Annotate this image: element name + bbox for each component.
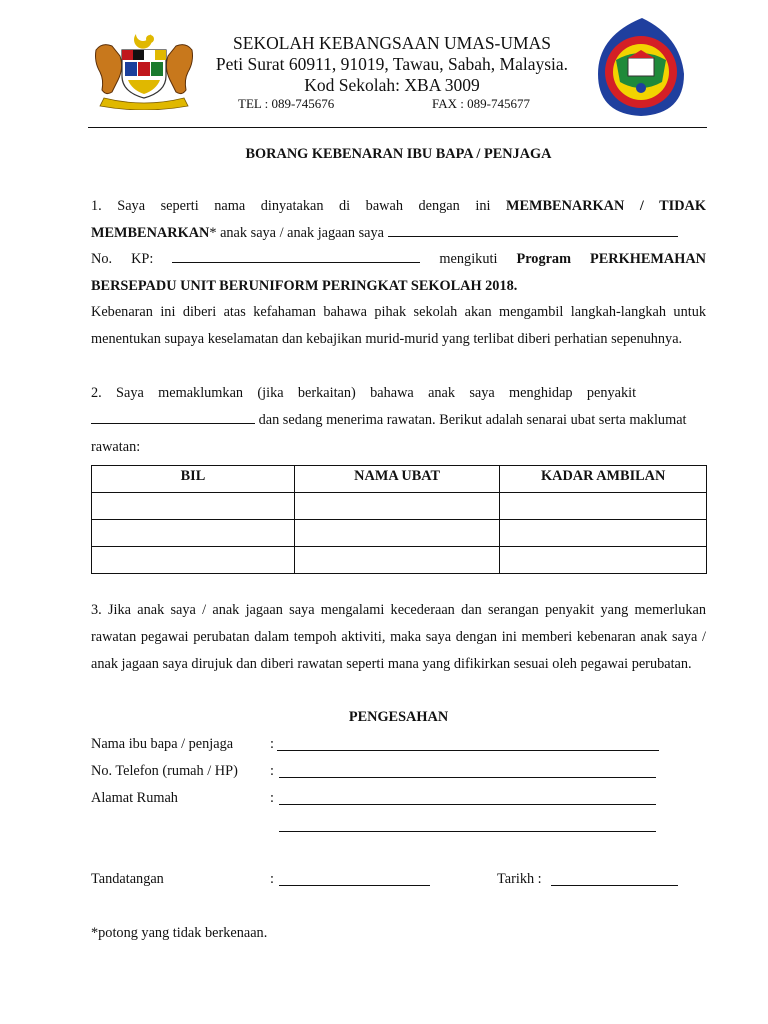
school-address: Peti Surat 60911, 91019, Tawau, Sabah, Malaysia. <box>215 54 569 74</box>
section3-paragraph: 3. Jika anak saya / anak jagaan saya mengalami kecederaan dan serangan penyakit yang memerlukan rawatan pegawai perubatan dalam tempoh aktiviti, maka saya dengan ini memberi kebenaran anak saya / anak jagaan saya dirujuk dan diberi rawatan seperti mana yang difikirkan sesuai oleh pegawai perubatan. <box>91 602 706 672</box>
table-cell[interactable] <box>500 493 707 520</box>
table-cell[interactable] <box>294 493 499 520</box>
table-row <box>92 547 707 574</box>
section1-line2: MEMBENARKAN* anak saya / anak jagaan saya <box>91 220 706 247</box>
school-name: SEKOLAH KEBANGSAAN UMAS-UMAS <box>233 33 551 53</box>
ic-number-field[interactable] <box>172 250 420 263</box>
col-nama-ubat: NAMA UBAT <box>294 466 499 493</box>
signature-field[interactable] <box>279 872 430 886</box>
signature-label: Tandatangan <box>91 871 164 887</box>
verification-heading: PENGESAHAN <box>348 709 449 725</box>
fax-number: FAX : 089-745677 <box>432 96 530 111</box>
footnote: *potong yang tidak berkenaan. <box>91 925 268 941</box>
section1-line1: 1. Saya seperti nama dinyatakan di bawah dengan ini MEMBENARKAN / TIDAK <box>91 198 706 214</box>
colon: : <box>270 871 274 887</box>
header-divider <box>88 127 707 128</box>
illness-field[interactable] <box>91 411 255 424</box>
table-header-row <box>92 466 707 493</box>
table-cell[interactable] <box>500 547 707 574</box>
colon: : <box>270 763 274 779</box>
section2-line3: rawatan: <box>91 439 141 455</box>
table-cell[interactable] <box>500 520 707 547</box>
table-row <box>92 520 707 547</box>
section1-paragraph: Kebenaran ini diberi atas kefahaman bahawa pihak sekolah akan mengambil langkah-langkah untuk menentukan supaya keselamatan dan kebajikan murid-murid yang terlibat diberi perhatian sepenuhnya. <box>91 304 706 347</box>
address-field-line1[interactable] <box>279 791 656 805</box>
parent-name-field[interactable] <box>277 737 659 751</box>
date-field[interactable] <box>551 872 678 886</box>
table-cell[interactable] <box>92 520 295 547</box>
section2-line2: dan sedang menerima rawatan. Berikut adalah senarai ubat serta maklumat <box>91 407 706 434</box>
school-code: Kod Sekolah: XBA 3009 <box>304 75 480 95</box>
table-row <box>92 493 707 520</box>
program-name: BERSEPADU UNIT BERUNIFORM PERINGKAT SEKOLAH 2018. <box>91 278 518 294</box>
medication-table <box>91 465 707 574</box>
col-bil: BIL <box>92 466 295 493</box>
phone-field[interactable] <box>279 764 656 778</box>
section2-line1: 2. Saya memaklumkan (jika berkaitan) bahawa anak saya menghidap penyakit <box>91 385 637 401</box>
col-kadar-ambilan: KADAR AMBILAN <box>500 466 707 493</box>
phone-label: No. Telefon (rumah / HP) <box>91 763 238 779</box>
colon: : <box>270 736 274 752</box>
address-field-line2[interactable] <box>279 818 656 832</box>
table-cell[interactable] <box>294 520 499 547</box>
parent-name-label: Nama ibu bapa / penjaga <box>91 736 234 752</box>
table-cell[interactable] <box>92 547 295 574</box>
table-cell[interactable] <box>92 493 295 520</box>
colon: : <box>270 790 274 806</box>
section1-line3: No. KP: mengikuti Program PERKHEMAHAN <box>91 251 706 267</box>
child-name-field[interactable] <box>388 224 678 237</box>
date-label: Tarikh : <box>497 871 542 887</box>
table-cell[interactable] <box>294 547 499 574</box>
tel-number: TEL : 089-745676 <box>238 96 335 111</box>
address-label: Alamat Rumah <box>91 790 178 806</box>
form-title: BORANG KEBENARAN IBU BAPA / PENJAGA <box>245 146 552 162</box>
